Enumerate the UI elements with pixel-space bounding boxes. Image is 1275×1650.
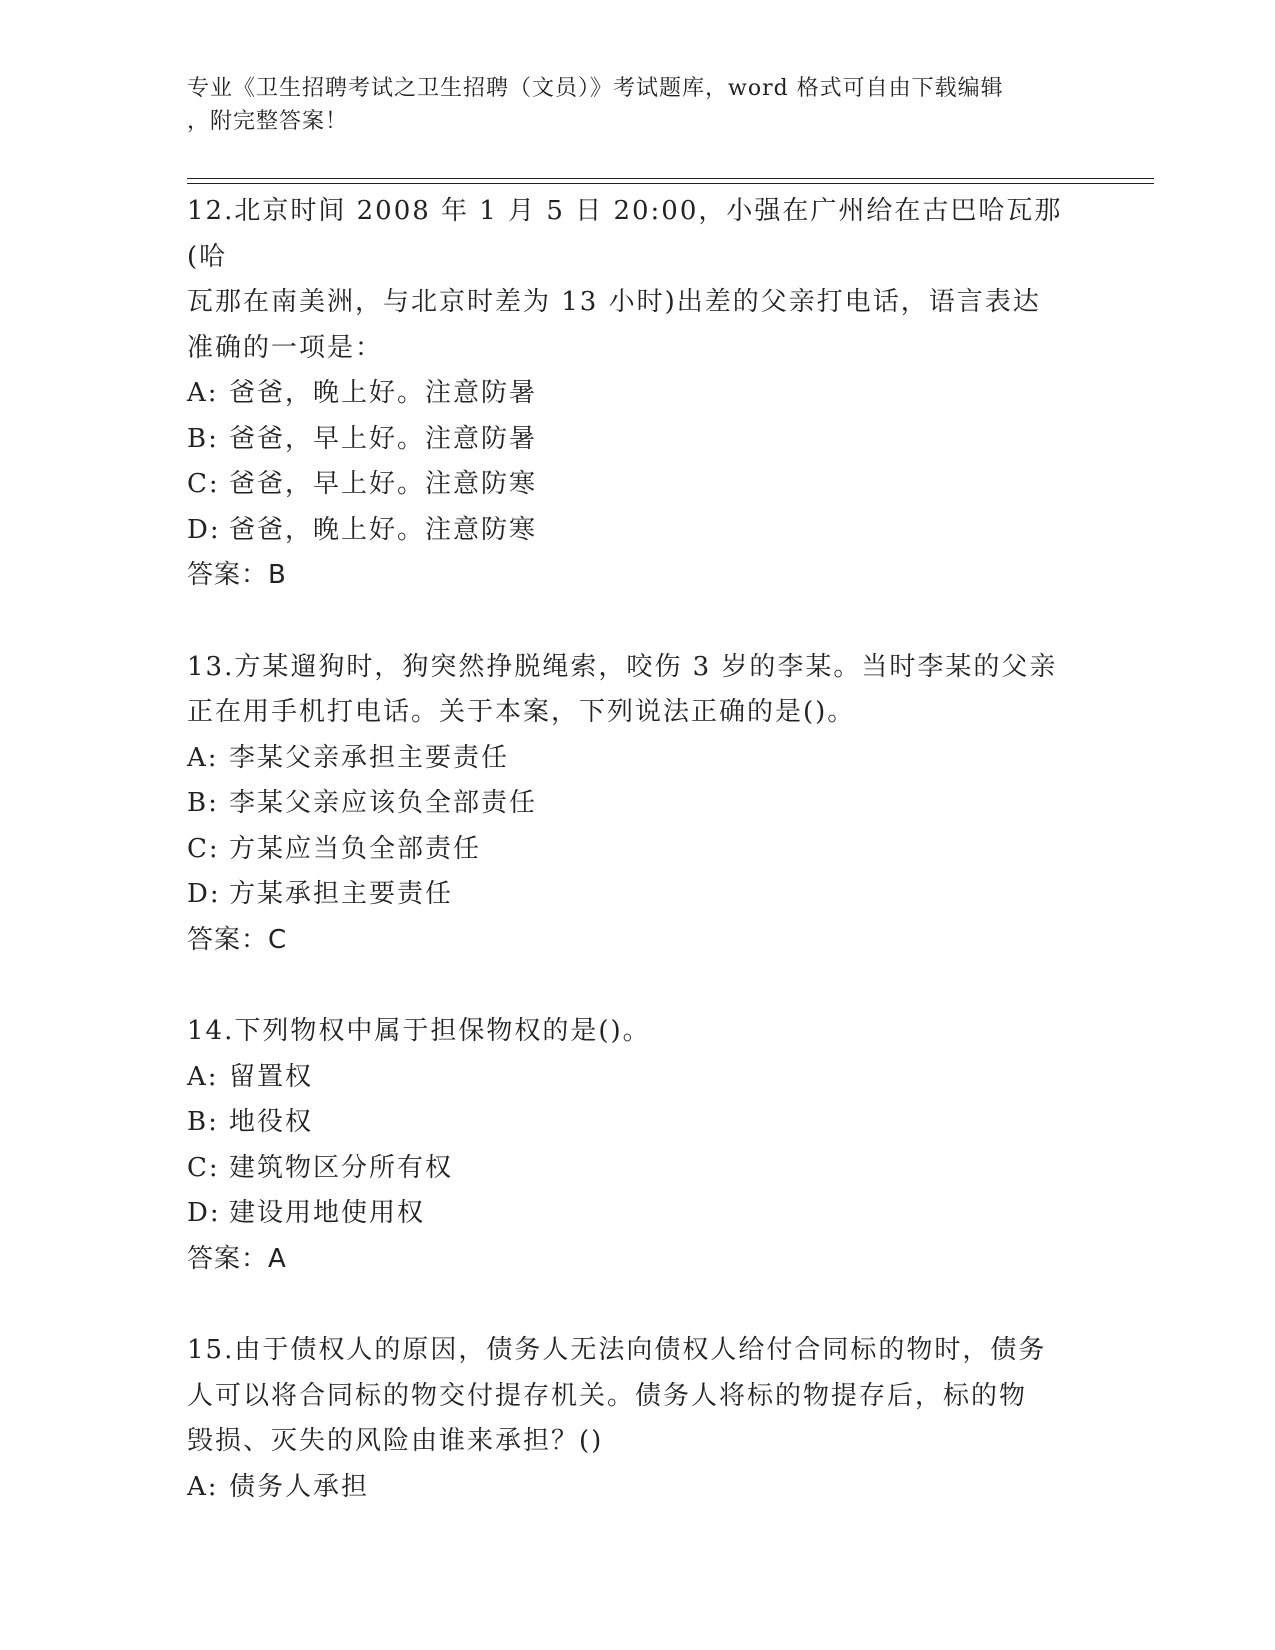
option-text: 李某父亲应该负全部责任 [229,788,538,818]
option-a [187,1465,1087,1511]
option-label: D: [187,514,221,545]
question-stem [187,1328,1087,1465]
option-label: A: [187,1471,219,1502]
option-label: C: [187,1152,220,1183]
option-a [187,371,1087,417]
stem-line: 准确的一项是： [187,332,384,363]
stem-line: 毁损、灭失的风险由谁来承担？() [187,1426,604,1456]
stem-line: 14.下列物权中属于担保物权的是()。 [187,1016,651,1046]
option-label: C: [187,833,220,864]
stem-line: 人可以将合同标的物交付提存机关。债务人将标的物提存后，标的物 [187,1380,1028,1411]
option-b [187,417,1087,463]
answer-line: 答案：C [187,924,288,955]
option-c [187,462,1087,508]
option-d [187,508,1087,554]
stem-line: 正在用手机打电话。关于本案，下列说法正确的是()。 [187,697,856,727]
answer-line: 答案：A [187,1243,287,1274]
question-stem [187,1009,1087,1055]
option-text: 地役权 [229,1107,314,1137]
stem-line: 12.北京时间 2008 年 1 月 5 日 20:00，小强在广州给在古巴哈瓦那(哈 [187,196,1063,272]
header-line-2: ，附完整答案！ [187,109,349,134]
option-text: 建筑物区分所有权 [229,1152,454,1183]
question-list [187,189,1087,1556]
question-stem [187,189,1087,371]
option-label: C: [187,469,220,499]
option-text: 建设用地使用权 [229,1198,426,1228]
option-b [187,1100,1087,1146]
option-text: 债务人承担 [229,1471,370,1502]
option-text: 方某应当负全部责任 [229,833,482,864]
document-header [187,72,1067,138]
question-stem [187,645,1087,736]
option-b [187,781,1087,827]
option-text: 爸爸，早上好。注意防寒 [229,469,538,499]
option-label: B: [187,788,219,818]
option-label: A: [187,378,219,408]
header-line-1: 专业《卫生招聘考试之卫生招聘（文员）》考试题库，word 格式可自由下载编辑 [187,76,1004,101]
question-14 [187,1009,1087,1282]
answer-line: 答案：B [187,560,287,590]
option-c [187,827,1087,873]
option-text: 李某父亲承担主要责任 [229,742,510,773]
header-divider-bottom [187,183,1154,184]
option-label: A: [187,1061,219,1092]
option-d [187,872,1087,918]
header-divider-top [187,178,1154,179]
question-13 [187,645,1087,964]
question-15 [187,1328,1087,1510]
stem-line: 13.方某遛狗时，狗突然挣脱绳索，咬伤 3 岁的李某。当时李某的父亲 [187,651,1058,682]
option-c [187,1146,1087,1192]
option-text: 方某承担主要责任 [229,879,454,909]
option-text: 爸爸，晚上好。注意防暑 [229,378,538,408]
question-12 [187,189,1087,599]
stem-line: 瓦那在南美洲，与北京时差为 13 小时)出差的父亲打电话，语言表达 [187,287,1041,317]
option-text: 爸爸，晚上好。注意防寒 [229,514,538,545]
option-a [187,736,1087,782]
option-text: 爸爸，早上好。注意防暑 [229,423,538,454]
stem-line: 15.由于债权人的原因，债务人无法向债权人给付合同标的物时，债务 [187,1335,1047,1365]
option-a [187,1055,1087,1101]
option-label: D: [187,879,221,909]
option-label: B: [187,1107,219,1137]
option-label: A: [187,742,219,773]
option-label: D: [187,1198,221,1228]
option-text: 留置权 [229,1061,314,1092]
option-label: B: [187,423,219,454]
option-d [187,1191,1087,1237]
